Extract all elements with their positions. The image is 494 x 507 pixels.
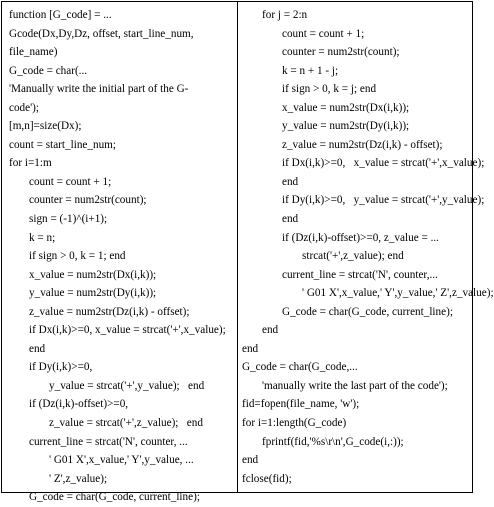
code-line: sign = (-1)^(i+1);: [29, 213, 108, 226]
code-line: [m,n]=size(Dx);: [9, 120, 82, 133]
code-line: counter = num2str(count);: [29, 194, 147, 207]
code-line: G_code = char(G_code,...: [242, 361, 358, 374]
code-line: file_name): [9, 46, 58, 59]
code-line: end: [282, 175, 299, 188]
code-line: if (Dz(i,k)-offset)>=0, z_value = ...: [282, 231, 439, 244]
code-line: for i=1:length(G_code): [242, 417, 347, 430]
code-line: if Dx(i,k)>=0, x_value = strcat('+',x_value);: [29, 324, 226, 337]
code-line: fprintf(fid,'%s\r\n',G_code(i,:));: [262, 435, 404, 448]
code-line: y_value = num2str(Dy(i,k));: [282, 120, 410, 133]
code-listing-table: [1, 1, 494, 504]
code-line: for i=1:m: [9, 157, 52, 170]
code-line: Gcode(Dx,Dy,Dz, offset, start_line_num,: [9, 27, 194, 40]
code-line: y_value = num2str(Dy(i,k));: [29, 287, 157, 300]
code-line: x_value = num2str(Dx(i,k));: [29, 268, 157, 281]
code-lines-right: [238, 6, 494, 488]
code-line: if sign > 0, k = j; end: [282, 83, 377, 96]
code-line: current_line = strcat('N', counter, ...: [29, 435, 188, 448]
code-line: end: [29, 342, 46, 355]
code-line: G_code = char(...: [9, 64, 88, 77]
code-line: z_value = num2str(Dz(i,k) - offset);: [282, 138, 443, 151]
code-column-right: [238, 2, 494, 492]
code-line: k = n;: [29, 231, 56, 244]
code-line: for j = 2:n: [262, 9, 308, 21]
code-line: z_value = num2str(Dz(i,k) - offset);: [29, 305, 190, 318]
code-line: y_value = strcat('+',y_value); end: [49, 379, 205, 392]
code-line: if (Dz(i,k)-offset)>=0,: [29, 398, 129, 411]
code-line: ' Z',z_value);: [49, 472, 108, 485]
code-line: count = start_line_num;: [9, 138, 116, 151]
code-line: ' G01 X',x_value,' Y',y_value,' Z',z_value);: [302, 287, 494, 300]
code-line: if Dy(i,k)>=0,: [29, 361, 93, 374]
code-line: 'Manually write the initial part of the G-: [9, 83, 189, 96]
code-line: if Dy(i,k)>=0, y_value = strcat('+',y_value);: [282, 194, 485, 207]
code-column-left: [2, 2, 238, 504]
code-line: end: [242, 342, 259, 355]
code-line: end: [262, 324, 279, 337]
code-line: 'manually write the last part of the code');: [262, 379, 448, 392]
code-line: ' G01 X',x_value,' Y',y_value, ...: [49, 454, 194, 467]
code-line: fclose(fid);: [242, 472, 292, 485]
code-line: code');: [9, 101, 39, 114]
code-line: end: [242, 454, 259, 467]
code-line: G_code = char(G_code, current_line);: [29, 491, 200, 504]
code-line: end: [282, 213, 299, 226]
code-line: if Dx(i,k)>=0, x_value = strcat('+',x_value);: [282, 157, 485, 170]
code-line: G_code = char(G_code, current_line);: [282, 305, 453, 318]
code-line: function [G_code] = ...: [9, 9, 112, 21]
code-line: x_value = num2str(Dx(i,k));: [282, 101, 410, 114]
code-line: current_line = strcat('N', counter,...: [282, 268, 438, 281]
code-line: k = n + 1 - j;: [282, 64, 339, 77]
code-line: count = count + 1;: [282, 27, 365, 40]
code-line: z_value = strcat('+',z_value); end: [49, 417, 203, 430]
code-line: strcat('+',z_value); end: [302, 250, 404, 263]
code-lines-left: [2, 6, 237, 507]
code-line: fid=fopen(file_name, 'w');: [242, 398, 360, 411]
code-line: count = count + 1;: [29, 175, 112, 188]
code-line: if sign > 0, k = 1; end: [29, 250, 126, 263]
code-line: counter = num2str(count);: [282, 46, 400, 59]
